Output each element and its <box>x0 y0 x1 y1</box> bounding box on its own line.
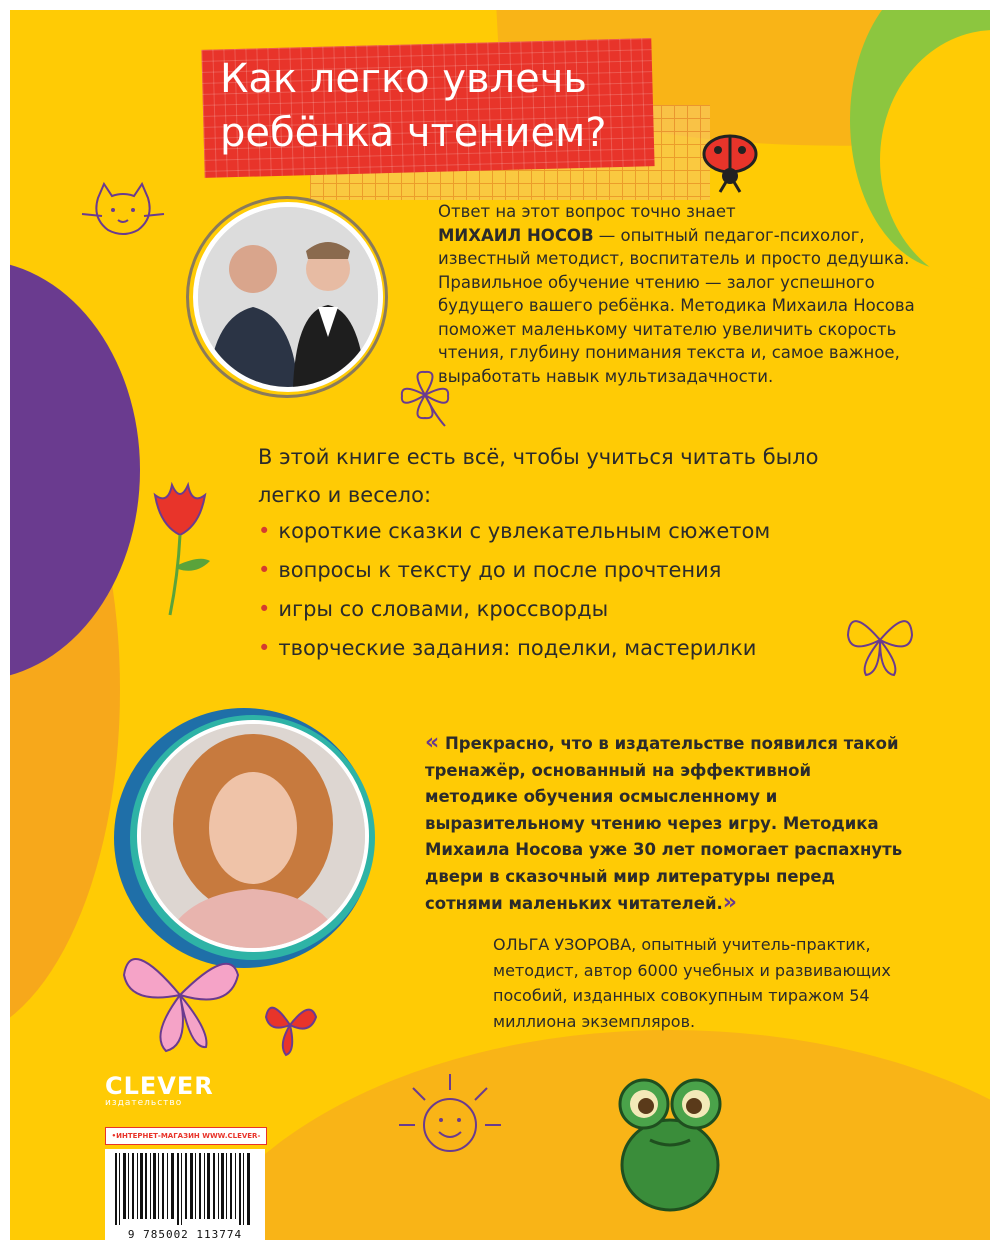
intro-first-line: Ответ на этот вопрос точно знает <box>438 202 736 221</box>
isbn-digits: 9 785002 113774 <box>127 1228 243 1240</box>
list-item: • игры со словами, кроссворды <box>258 597 609 621</box>
butterfly-doodle-icon <box>840 595 920 685</box>
publisher-subtitle: издательство <box>105 1098 183 1108</box>
sun-doodle-icon <box>395 1070 505 1180</box>
shop-url: •ИНТЕРНЕТ-МАГАЗИН WWW.CLEVER- <box>105 1127 267 1145</box>
ladybug-icon <box>690 120 770 200</box>
butterflies-icon <box>110 935 340 1065</box>
review-quote <box>425 730 905 918</box>
features-list <box>258 512 898 668</box>
title-line-1: Как легко увлечь <box>220 56 587 102</box>
frog-icon <box>600 1070 740 1220</box>
book-back-cover <box>10 10 990 1240</box>
bullet-dot: • <box>258 636 271 660</box>
list-item: • короткие сказки с увлекательным сюжетом <box>258 519 771 543</box>
reviewer-photo <box>137 720 369 952</box>
barcode <box>105 1149 265 1240</box>
bullet-dot: • <box>258 519 271 543</box>
author-name: МИХАИЛ НОСОВ <box>438 225 594 245</box>
publisher-logo <box>105 1072 214 1108</box>
reviewer-portrait-image <box>141 724 365 948</box>
publisher-name: CLEVER <box>105 1072 214 1100</box>
features-lead: В этой книге есть всё, чтобы учиться читать было легко и весело: <box>258 445 819 507</box>
flower-doodle-icon <box>130 465 230 625</box>
quote-open-mark: « <box>425 730 440 755</box>
list-item: • творческие задания: поделки, мастерилки <box>258 636 757 660</box>
author-photo <box>193 202 383 392</box>
reviewer-caption: ОЛЬГА УЗОРОВА, опытный учитель-практик, методист, автор 6000 учебных и развивающих пособий, изданных совокупным тиражом 54 миллиона экземпляров. <box>493 935 891 1031</box>
bullet-dot: • <box>258 558 271 582</box>
author-with-boy-image <box>198 207 378 387</box>
cat-doodle-icon <box>78 178 168 248</box>
quote-close-mark: » <box>722 890 738 915</box>
purple-arc-left <box>10 260 140 680</box>
list-item: • вопросы к тексту до и после прочтения <box>258 558 722 582</box>
title-line-2: ребёнка чтением? <box>220 110 607 156</box>
intro-paragraph <box>438 200 918 388</box>
quote-text: Прекрасно, что в издательстве появился такой тренажёр, основанный на эффективной методике обучения осмысленному и выразительному чтению через игру. Методика Михаила Носова уже 30 лет помогает распахнуть двери в сказочный мир литературы перед сотнями маленьких читателей. <box>425 734 903 913</box>
title <box>220 52 650 160</box>
bullet-dot: • <box>258 597 271 621</box>
barcode-bars <box>105 1149 265 1227</box>
intro-body: — опытный педагог-психолог, известный методист, воспитатель и просто дедушка. Правильное обучение чтению — залог успешного будущего вашего ребёнка. Методика Михаила Носова поможет маленькому читателю увеличить скорость чтения, глубину понимания текста и, самое важное, выработать навык мультизадачности. <box>438 225 915 386</box>
